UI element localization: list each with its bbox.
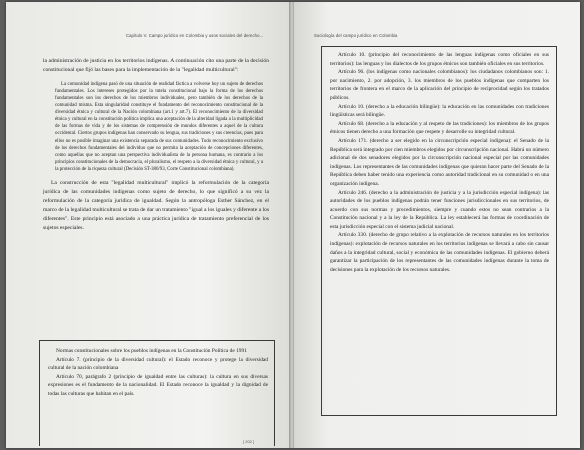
box-item-article-68: Artículo 68. (derecho a la educación y al respeto de las tradiciones): los miembros de los grupos étnicos tienen derecho a una formación que respete y desarrolle su integridad cultural.	[330, 120, 549, 136]
box-item-article-70: Artículo 70, parágrafo 2 (principio de igualdad entre las culturas): la cultura en sus diversas expresiones es el fundamento de la nacionalidad. El Estado reconoce la igualdad y la dignidad de todas las culturas que habitan en el país.	[48, 373, 268, 397]
box-item-article-330: Artículo 330. (derecho de grupo relativo a la explotación de recursos naturales en los territorios indígenas): explotación de recursos naturales en los territorios indígenas se llevará a cabo sin causar daños a la integridad cultural, social y económica de las comunidades indígenas. El gobierno deberá garantizar la participación de los representantes de las comunidades indígenas durante la toma de decisiones para la explotación de los recursos naturales.	[330, 232, 549, 273]
constitutional-norms-box-start	[39, 340, 275, 446]
left-page	[6, 2, 290, 448]
right-running-head: Sociología del campo jurídico en Colombia	[314, 33, 398, 38]
intro-paragraph: la administración de justicia en los territorios indígenas. A continuación cito una parte de la decisión constitucional que fijó las bases para la implementación de la "legalidad multicultural":	[43, 58, 269, 73]
paragraph-multicultural: La construcción de esta "legalidad multicultural" implicó la reformulación de la categoría jurídica de las comunidades indígenas como sujeto de derecho, lo que significó a su vez la reformulación de la categoría jurídica de igualdad. Según la antropóloga Esther Sánchez, en el marco de la legalidad multicultural se trata de dar un tratamiento "igual a los iguales y diferente a los diferentes". Este principio está asociado a una práctica jurídica de tratamiento preferencial de los sujetos especiales.	[43, 180, 269, 231]
block-quote: La comunidad indígena pasó de una situación de realidad fáctica a volverse hoy un sujeto de derechos fundamentales. Los intereses protegidos por la tutela constitucional bajo la forma de los derechos fundamentales son los derechos de los miembros individuales, pero también de los derechos de la comunidad misma. Esta singularidad constituye el fundamento del reconocimiento constitucional de la diversidad étnica y cultural de la Nación colombiana (art.1 y art.7). El reconocimiento de la diversidad étnica y cultural en la constitución política implica una aceptación de la alteridad ligada a la multiplicidad de las formas de vida y de los sistemas de comprensión de mundos diferentes a aquel de la cultura occidental. Ciertos grupos indígenas han conservado su lengua, sus tradiciones y sus creencias, pues para ellos no es posible imaginar una existencia separada de sus comunidades. Todo reconocimiento exclusivo de los derechos fundamentales del individuo que no permita la aceptación de concepciones diferentes, como aquellas que no aceptan una perspectiva individualista de la persona humana, es contrario a los principios constitucionales de la democracia, el pluralismo, el respeto a la diversidad étnica y cultural, y a la protección de la riqueza cultural (Decisión ST-380/93, Corte Constitucional colombiana).	[55, 81, 263, 172]
box-item-article-246: Artículo 246. (derecho a la administración de justicia y a la jurisdicción especial indígena): las autoridades de los pueblos indígenas podrán tener funciones jurisdiccionales en sus territorios, de acuerdo con sus normas y procedimientos, siempre y cuando estos no sean contrarios a la Constitución nacional y a la ley de la República. La ley establecerá las formas de coordinación de esta jurisdicción especial con el sistema judicial nacional.	[330, 189, 549, 230]
box-item-article-10-education: Artículo 10. (derecho a la educación bilingüe): la educación en las comunidades con tradiciones lingüísticas será bilingüe.	[330, 103, 549, 119]
left-text-block	[43, 57, 269, 232]
box-item-article-171: Artículo 171. (derecho a ser elegido en la circunscripción especial indígena): el Senado de la República será integrado por cien miembros elegidos por circunscripción nacional. Habrá un número adicional de dos senadores elegidos por la circunscripción nacional especial por las comunidades indígenas. Los representantes de las comunidades indígenas que quieran hacer parte del Senado de la República deben haber tenido una experiencia como autoridad tradicional en su comunidad o en una organización indígena.	[330, 137, 549, 187]
page-number: [ 202 ]	[243, 439, 255, 444]
quote-container	[43, 75, 269, 173]
constitutional-norms-box-continued	[321, 46, 557, 416]
book-spread	[6, 2, 580, 448]
right-page	[294, 2, 580, 448]
box-item-article-10: Artículo 10. (principio del reconocimiento de las lenguas indígenas como oficiales en sus territorios): las lenguas y los dialectos de los grupos étnicos son también oficiales en sus territorios.	[330, 52, 549, 67]
box-header: Normas constitucionales sobre los pueblos indígenas en la Constitución Política de 1991	[56, 348, 247, 354]
box-item-article-96: Artículo 96. (los indígenas como nacionales colombianos): los ciudadanos colombianos son: 1. por nacimiento, 2. por adopción, 3. los miembros de los pueblos indígenas que comparten los territorios de frontera en el marco de la aplicación del principio de reciprocidad según los tratados públicos.	[330, 69, 549, 101]
left-running-head: Capítulo V. Campo jurídico en Colombia y usos sociales del derecho...	[126, 33, 264, 38]
box-item-article-7: Artículo 7. (principio de la diversidad cultural): el Estado reconoce y protege la diversidad cultural de la nación colombiana	[48, 356, 268, 372]
